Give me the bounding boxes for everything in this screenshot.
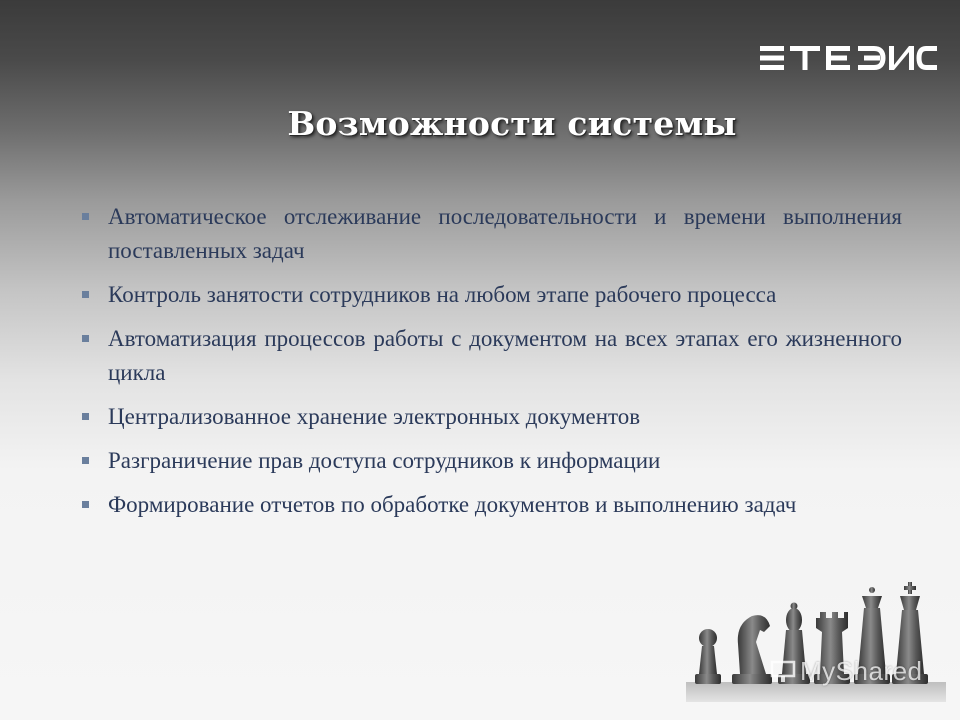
watermark-label: MyShared [800, 656, 923, 686]
square-bullet-icon [82, 213, 89, 220]
bullet-text: Автоматизация процессов работы с документом на всех этапах его жизненного цикла [108, 326, 902, 385]
list-item [80, 278, 902, 312]
list-item [80, 322, 902, 390]
company-logo [760, 44, 938, 72]
square-bullet-icon [82, 501, 89, 508]
slide-title: Возможности системы [287, 104, 737, 143]
list-item [80, 488, 902, 522]
bullet-text: Автоматическое отслеживание последовательности и времени выполнения поставленных задач [108, 204, 902, 263]
bullet-list [80, 200, 902, 532]
list-item [80, 200, 902, 268]
list-item [80, 444, 902, 478]
bullet-text: Централизованное хранение электронных документов [108, 404, 641, 429]
square-bullet-icon [82, 413, 89, 420]
watermark-text [772, 656, 923, 687]
square-bullet-icon [82, 291, 89, 298]
list-item [80, 400, 902, 434]
logo-icon [760, 44, 938, 72]
bullet-text: Формирование отчетов по обработке документов и выполнению задач [108, 492, 797, 517]
bullet-text: Разграничение прав доступа сотрудников к информации [108, 448, 661, 473]
square-bullet-icon [82, 457, 89, 464]
square-bullet-icon [82, 335, 89, 342]
bullet-text: Контроль занятости сотрудников на любом этапе рабочего процесса [108, 282, 777, 307]
